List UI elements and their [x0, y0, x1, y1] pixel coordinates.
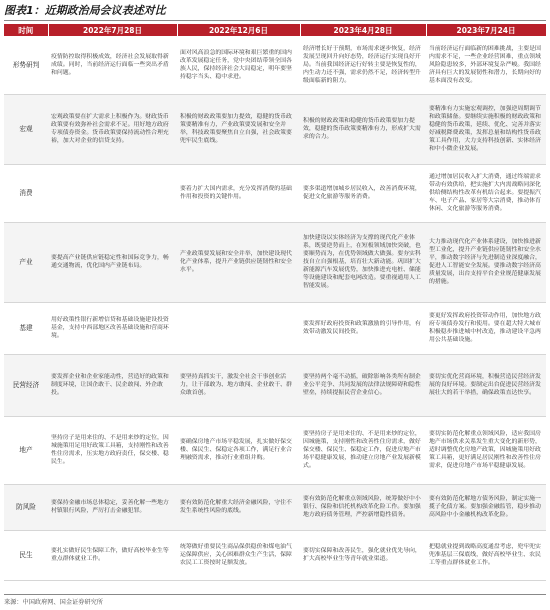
table-cell: 要坚持房子是用来住的、不是用来炒的定位，因城施策，支持刚性和改善性住房需求，做好保交楼、保民生、保稳定工作，促进房地产市场平稳健康发展，推动建立房地产业发展新模式。	[300, 416, 426, 484]
header-2023-04-28: 2023年4月28日	[300, 24, 426, 36]
table-cell: 统筹做好重要民生商品保供稳价和煤电油气运保障供应，关心困难群众生产生活，保障农民工工资按时足额发放。	[177, 530, 300, 580]
table-cell: 要有效防范化解重大经济金融风险，守住不发生系统性风险的底线。	[177, 484, 300, 530]
table-cell	[48, 164, 177, 222]
header-2023-07-24: 2023年7月24日	[426, 24, 546, 36]
table-cell: 要更好发挥政府投资带动作用，加快地方政府专项债券发行和使用。要在超大特大城市积极稳步推进城中村改造，推动建设平急两用公共基础设施。	[426, 302, 546, 354]
table-cell: 要有效防范化解地方债务风险，制定实施一揽子化债方案。要加强金融监管，稳步推动高风险中小金融机构改革化险。	[426, 484, 546, 530]
row-category: 民营经济	[4, 354, 48, 416]
table-cell: 要提高产业链供应链稳定性和国际竞争力，畅通交通物流，优化国内产业链布局。	[48, 222, 177, 302]
bottom-divider	[4, 594, 546, 595]
table-cell: 产业政策要发展和安全并举，加快建设现代化产业体系，提升产业链供应链韧性和安全水平。	[177, 222, 300, 302]
table-cell: 要保持金融市场总体稳定，妥善化解一些地方村镇银行风险，严厉打击金融犯罪。	[48, 484, 177, 530]
header-2022-12-06: 2022年12月6日	[177, 24, 300, 36]
table-row	[4, 416, 546, 484]
table-cell: 当前经济运行面临新的困难挑战，主要是国内需求不足，一些企业经营困难，重点领域风险隐患较多，外部环境复杂严峻。我国经济具有巨大的发展韧性和潜力，长期向好的基本面没有改变。	[426, 36, 546, 94]
row-category: 基建	[4, 302, 48, 354]
table-cell: 要切实防范化解重点领域风险，适应我国房地产市场供求关系发生重大变化的新形势，适时调整优化房地产政策，因城施策用好政策工具箱，更好满足居民刚性和改善性住房需求，促进房地产市场平稳健康发展。	[426, 416, 546, 484]
table-row	[4, 94, 546, 164]
table-row	[4, 302, 546, 354]
table-cell: 大力推动现代化产业体系建设，加快推进新型工业化，提升产业链供应链韧性和安全水平，推动数字经济与先进制造业深度融合，促进人工智能安全发展。要推动数字经济高质量发展，出台支持平台企业规范健康发展的措施。	[426, 222, 546, 302]
table-cell: 通过增加居民收入扩大消费，通过终端需求带动有效供给，把实施扩大内需战略同深化供给侧结构性改革有机结合起来。要提振汽车、电子产品、家居等大宗消费，推动体育休闲、文化旅游等服务消费。	[426, 164, 546, 222]
table-cell	[177, 302, 300, 354]
figure-title: 图表1：近期政治局会议表述对比	[4, 4, 166, 17]
policy-comparison-table	[4, 24, 547, 581]
table-cell: 要坚持真抓实干，激发全社会干事创业活力，让干部敢为、地方敢闯、企业敢干、群众敢首创。	[177, 354, 300, 416]
row-category: 民生	[4, 530, 48, 580]
table-cell: 把稳就业提到战略高度通盘考虑，兜牢兜实兜准基层三保底线，做好高校毕业生、农民工等重点群体就业工作。	[426, 530, 546, 580]
table-cell: 要坚持两个毫不动摇，破除影响各类所有制企业公平竞争、共同发展的法律法规障碍和隐性壁垒，持续提振民营企业信心。	[300, 354, 426, 416]
table-cell: 要发挥企业和企业家能动性，营造好的政策和制度环境，让国企敢干、民企敢闯、外企敢投。	[48, 354, 177, 416]
table-cell: 要切实优化营商环境，积极营造民营经济发展的良好环境。要制定出台促进民营经济发展壮大的若干举措，确保政策直达快享。	[426, 354, 546, 416]
table-cell: 要扎实做好民生保障工作，做好高校毕业生等重点群体就业工作。	[48, 530, 177, 580]
table-cell: 要确保房地产市场平稳发展，扎实做好保交楼、保民生、保稳定各项工作，满足行业合理融资需求，推动行业重组并购。	[177, 416, 300, 484]
table-row	[4, 354, 546, 416]
title-divider	[4, 20, 546, 21]
table-row	[4, 36, 546, 94]
row-category: 消费	[4, 164, 48, 222]
header-2022-07-28: 2022年7月28日	[48, 24, 177, 36]
table-row	[4, 222, 546, 302]
table-row	[4, 530, 546, 580]
row-category: 地产	[4, 416, 48, 484]
table-cell: 加快建设以实体经济为支撑的现代化产业体系，既要逆势而上，在短板领域加快突破，也要顺势而为，在优势领域做大做强。要夯实科技自立自强根基，培育壮大新动能。巩固扩大新能源汽车发展优势，加快推进充电桩、储能等设施建设和配套电网改造。要重视通用人工智能发展。	[300, 222, 426, 302]
table-row	[4, 164, 546, 222]
table-row	[4, 484, 546, 530]
table-cell: 要有效防范化解重点领域风险，统筹做好中小银行、保险和信托机构改革化险工作。要加强地方政府债务管理，严控新增隐性债务。	[300, 484, 426, 530]
table-cell: 积极的财政政策要加力提效，稳健的货币政策要精准有力，产业政策要发展和安全并举，科技政策要聚焦自立自强，社会政策要兜牢民生底线。	[177, 94, 300, 164]
table-cell: 用好政策性银行新增信贷和基础设施建设投资基金，支持中西部地区改善基础设施和营商环境。	[48, 302, 177, 354]
header-time: 时间	[4, 24, 48, 36]
table-cell: 要精准有力实施宏观调控，加强逆周期调节和政策储备。要继续实施积极的财政政策和稳健的货币政策，延续、优化、完善并落实好减税降费政策，发挥总量和结构性货币政策工具作用，大力支持科技创新、实体经济和中小微企业发展。	[426, 94, 546, 164]
table-cell: 宏观政策要在扩大需求上积极作为。财政货币政策要有效弥补社会需求不足。用好地方政府专项债券资金。货币政策要保持流动性合理充裕，加大对企业的信贷支持。	[48, 94, 177, 164]
table-cell: 经济增长好于预期，市场需求逐步恢复，经济发展呈现回升向好态势，经济运行实现良好开局。当前我国经济运行好转主要是恢复性的，内生动力还不强，需求仍然不足，经济转型升级面临新的阻力。	[300, 36, 426, 94]
row-category: 形势研判	[4, 36, 48, 94]
row-category: 宏观	[4, 94, 48, 164]
table-cell: 要切实保障和改善民生，强化就业优先导向，扩大高校毕业生等青年就业渠道。	[300, 530, 426, 580]
table-cell: 积极的财政政策和稳健的货币政策要加力提效，稳健的货币政策要精准有力，形成扩大需求的合力。	[300, 94, 426, 164]
table-cell: 坚持房子是用来住的、不是用来炒的定位，因城施策用足用好政策工具箱，支持刚性和改善性住房需求，压实地方政府责任，保交楼、稳民生。	[48, 416, 177, 484]
table-cell: 要着力扩大国内需求，充分发挥消费的基础作用和投资的关键作用。	[177, 164, 300, 222]
table-cell: 要发挥好政府投资和政策激励的引导作用，有效带动激发民间投资。	[300, 302, 426, 354]
table-cell: 面对风高浪急的国际环境和艰巨繁重的国内改革发展稳定任务，党中央团结带领全国各族人民，保持经济社会大局稳定，明年要坚持稳字当头、稳中求进。	[177, 36, 300, 94]
source-note: 来源：中国政府网、国金证券研究所	[4, 599, 103, 606]
row-category: 产业	[4, 222, 48, 302]
table-cell: 疫情防控取得积极成效，经济社会发展取得新成绩。同时，当前经济运行面临一些突出矛盾和问题。	[48, 36, 177, 94]
table-cell: 要多渠道增加城乡居民收入，改善消费环境，促进文化旅游等服务消费。	[300, 164, 426, 222]
table-header-row	[4, 24, 546, 36]
row-category: 防风险	[4, 484, 48, 530]
